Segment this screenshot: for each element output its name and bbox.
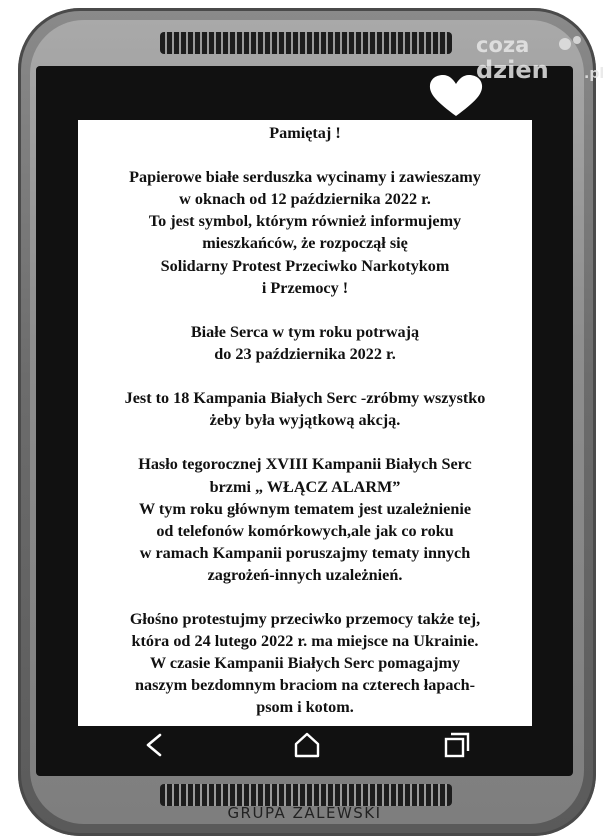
svg-text:dzien: dzien <box>476 56 549 84</box>
home-icon[interactable] <box>292 730 322 760</box>
phone-screen <box>78 120 532 726</box>
bottom-speaker-grille <box>160 784 452 806</box>
svg-text:coza: coza <box>476 33 530 57</box>
coza-dzien-logo <box>470 30 606 86</box>
navigation-bar <box>78 728 532 764</box>
svg-text:.pl: .pl <box>584 66 605 82</box>
top-speaker-grille <box>160 32 452 54</box>
back-arrow-icon[interactable] <box>140 730 170 760</box>
brand-label: GRUPA ZALEWSKI <box>227 804 382 822</box>
recent-apps-icon[interactable] <box>442 730 472 760</box>
campaign-notice-text: Pamiętaj ! Papierowe białe serduszka wycinamy i zawieszamy w oknach od 12 października 2022 r. To jest symbol, którym również informujemy mieszkańców, że rozpoczął się Solidarny Protest Przeciwko Narkotykom i Przemocy ! Białe Serca w tym roku potrwają do 23 października 2022 r. Jest to 18 Kampania Białych Serc -zróbmy wszystko żeby była wyjątkową akcją. Hasło tegorocznej XVIII Kampanii Białych Serc brzmi „ WŁĄCZ ALARM” W tym roku głównym tematem jest uzależnienie od telefonów komórkowych,ale jak co roku w ramach Kampanii poruszajmy tematy innych zagrożeń-innych uzależnień. Głośno protestujmy przeciwko przemocy także tej, która od 24 lutego 2022 r. ma miejsce na Ukrainie. W czasie Kampanii Białych Serc pomagajmy naszym bezdomnym braciom na czterech łapach- psom i kotom. <box>124 124 486 717</box>
